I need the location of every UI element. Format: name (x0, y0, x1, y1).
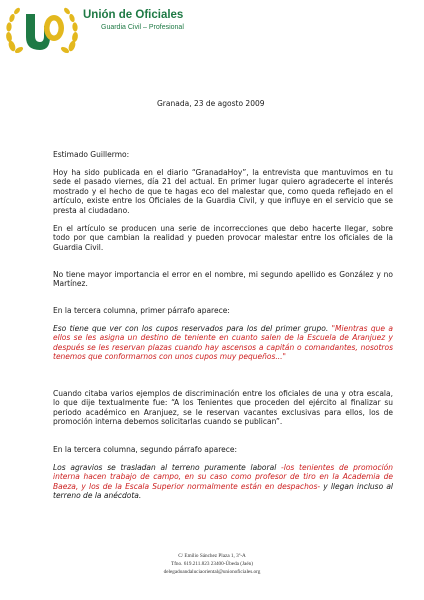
organization-subtitle: Guardia Civil – Profesional (101, 24, 184, 31)
salutation: Estimado Guillermo: (53, 150, 130, 159)
paragraph-column-one: En la tercera columna, primer párrafo aparece: (53, 306, 230, 315)
quote-first-intro: Eso tiene que ver con los cupos reservados para los del primer grupo. (53, 324, 329, 333)
quote-second-end: y llegan incluso al terreno de la anécdota. (53, 481, 393, 501)
footer-address: C/ Emilio Sánchez Plaza 1, 3º-A (178, 553, 246, 559)
letter-date: Granada, 23 de agosto 2009 (157, 99, 265, 108)
union-logo (4, 6, 80, 56)
organization-name: Unión de Oficiales (83, 9, 184, 21)
footer-email: delegadoandaluciaoriental@unionoficiales.org (163, 569, 261, 575)
quote-second-start: Los agravios se trasladan al terreno puramente laboral (53, 463, 282, 472)
quote-second-highlight: -los tenientes de promoción interna hacen trabajo de campo, en su caso como profesor de tiro en la Academia de Baeza, y los de la Escala Superior normalmente están en despachos- (53, 463, 393, 491)
quote-first-highlight: "Mientras que a ellos se les asigna un destino de teniente en cuanto salen de la Escuela de Aranjuez y después se les reservan plazas cuando hay ascensos a capitán o comandantes, nosotros tenemos que conformarnos con unos cupos muy pequeños..." (53, 324, 393, 362)
quote-second (53, 463, 393, 501)
laurel-wreath-icon (4, 6, 80, 56)
quote-first (53, 324, 393, 362)
paragraph-name-error: No tiene mayor importancia el error en el nombre, mi segundo apellido es González y no Martínez. (53, 270, 393, 289)
paragraph-clarification: Cuando citaba varios ejemplos de discriminación entre los oficiales de una y otra escala, lo que dije textualmente fue: “A los Tenientes que proceden del ejército al finalizar su periodo académico en Aranjuez, se le reservan vacantes exclusivas para ellos, los de promoción interna debemos solicitarlas cuando se publican”. (53, 389, 393, 427)
paragraph-column-two: En la tercera columna, segundo párrafo aparece: (53, 445, 238, 454)
paragraph-incorrections: En el artículo se producen una serie de incorrecciones que debo hacerte llegar, sobre todo por que cambian la realidad y pueden provocar malestar entre los oficiales de la Guardia Civil. (53, 224, 393, 252)
footer-phone: Tfno. 619.211.823 23400-Úbeda (Jaén) (171, 561, 253, 567)
paragraph-intro: Hoy ha sido publicada en el diario “GranadaHoy”, la entrevista que mantuvimos en tu sede el pasado viernes, día 21 del actual. En primer lugar quiero agradecerte el interés mostrado y el hecho de que te hagas eco del malestar que, como queda reflejado en el artículo, existe entre los Oficiales de la Guardia Civil, y que influye en el servicio que se presta al ciudadano. (53, 168, 393, 215)
